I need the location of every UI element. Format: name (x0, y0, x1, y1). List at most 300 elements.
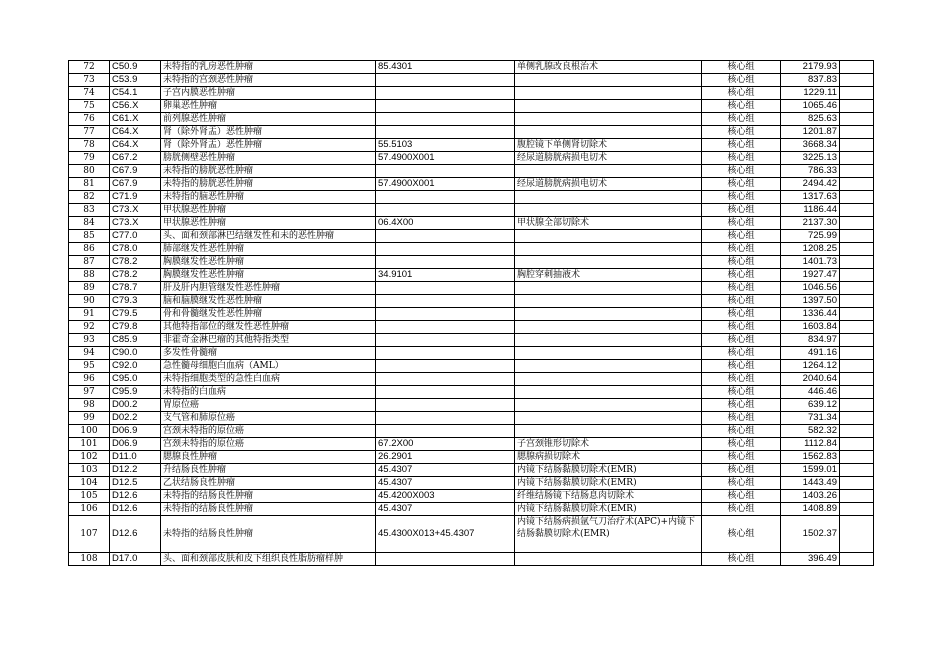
diagnosis-name: 骨和骨髓继发性恶性肿瘤 (161, 308, 376, 321)
group-label: 核心组 (702, 451, 781, 464)
procedure-name (515, 230, 702, 243)
table-row (69, 61, 874, 74)
diagnosis-code: D12.6 (110, 503, 161, 516)
diagnosis-code: C54.1 (110, 87, 161, 100)
group-label: 核心组 (702, 269, 781, 282)
empty-cell (840, 553, 874, 566)
procedure-name (515, 100, 702, 113)
row-number: 82 (69, 191, 110, 204)
row-number: 73 (69, 74, 110, 87)
row-number: 101 (69, 438, 110, 451)
diagnosis-name: 胃原位癌 (161, 399, 376, 412)
table-row (69, 139, 874, 152)
empty-cell (840, 178, 874, 191)
procedure-code (376, 282, 515, 295)
diagnosis-name: 支气管和肺原位癌 (161, 412, 376, 425)
score-value: 2040.64 (781, 373, 840, 386)
row-number: 102 (69, 451, 110, 464)
procedure-name: 腹腔镜下单侧肾切除术 (515, 139, 702, 152)
table-row (69, 204, 874, 217)
diagnosis-code: D12.6 (110, 490, 161, 503)
procedure-name (515, 113, 702, 126)
diagnosis-name: 未特指的膀胱恶性肿瘤 (161, 165, 376, 178)
diagnosis-name: 子宫内膜恶性肿瘤 (161, 87, 376, 100)
row-number: 84 (69, 217, 110, 230)
procedure-code: 57.4900X001 (376, 178, 515, 191)
group-label: 核心组 (702, 126, 781, 139)
score-value: 582.32 (781, 425, 840, 438)
empty-cell (840, 334, 874, 347)
score-value: 1408.89 (781, 503, 840, 516)
row-number: 90 (69, 295, 110, 308)
procedure-code (376, 126, 515, 139)
procedure-code: 85.4301 (376, 61, 515, 74)
procedure-name: 子宫颈锥形切除术 (515, 438, 702, 451)
procedure-code (376, 204, 515, 217)
procedure-name (515, 191, 702, 204)
table-row (69, 74, 874, 87)
table-row (69, 295, 874, 308)
procedure-name: 内镜下结肠黏膜切除术(EMR) (515, 464, 702, 477)
diagnosis-code: C64.X (110, 139, 161, 152)
diagnosis-name: 甲状腺恶性肿瘤 (161, 217, 376, 230)
procedure-code (376, 308, 515, 321)
diagnosis-code: D06.9 (110, 438, 161, 451)
score-value: 1201.87 (781, 126, 840, 139)
group-label: 核心组 (702, 74, 781, 87)
diagnosis-name: 未特指的宫颈恶性肿瘤 (161, 74, 376, 87)
diagnosis-name: 未特指的乳房恶性肿瘤 (161, 61, 376, 74)
group-label: 核心组 (702, 204, 781, 217)
score-value: 837.83 (781, 74, 840, 87)
table-row (69, 373, 874, 386)
group-label: 核心组 (702, 516, 781, 553)
diagnosis-name: 未特指的膀胱恶性肿瘤 (161, 178, 376, 191)
score-value: 1186.44 (781, 204, 840, 217)
diagnosis-name: 前列腺恶性肿瘤 (161, 113, 376, 126)
procedure-code (376, 386, 515, 399)
diagnosis-code: D02.2 (110, 412, 161, 425)
diagnosis-name: 卵巢恶性肿瘤 (161, 100, 376, 113)
score-value: 834.97 (781, 334, 840, 347)
diagnosis-code: C79.5 (110, 308, 161, 321)
group-label: 核心组 (702, 100, 781, 113)
empty-cell (840, 295, 874, 308)
diagnosis-name: 胸膜继发性恶性肿瘤 (161, 269, 376, 282)
row-number: 78 (69, 139, 110, 152)
group-label: 核心组 (702, 295, 781, 308)
table-row (69, 412, 874, 425)
diagnosis-code: C77.0 (110, 230, 161, 243)
group-label: 核心组 (702, 139, 781, 152)
table-row (69, 152, 874, 165)
score-value: 1264.12 (781, 360, 840, 373)
row-number: 95 (69, 360, 110, 373)
row-number: 83 (69, 204, 110, 217)
group-label: 核心组 (702, 113, 781, 126)
empty-cell (840, 282, 874, 295)
table-body (69, 61, 874, 566)
diagnosis-name: 非霍奇金淋巴瘤的其他特指类型 (161, 334, 376, 347)
diagnosis-code: C50.9 (110, 61, 161, 74)
score-value: 396.49 (781, 553, 840, 566)
table-row (69, 464, 874, 477)
diagnosis-code: D06.9 (110, 425, 161, 438)
procedure-name: 经尿道膀胱病损电切术 (515, 178, 702, 191)
procedure-code (376, 256, 515, 269)
procedure-code: 45.4307 (376, 464, 515, 477)
empty-cell (840, 464, 874, 477)
score-value: 491.16 (781, 347, 840, 360)
table-row (69, 217, 874, 230)
diagnosis-name: 肺部继发性恶性肿瘤 (161, 243, 376, 256)
empty-cell (840, 191, 874, 204)
procedure-name (515, 386, 702, 399)
group-label: 核心组 (702, 464, 781, 477)
table-row (69, 113, 874, 126)
diagnosis-name: 膀胱侧壁恶性肿瘤 (161, 152, 376, 165)
row-number: 99 (69, 412, 110, 425)
diagnosis-code: C78.2 (110, 256, 161, 269)
diagnosis-code: C73.X (110, 217, 161, 230)
empty-cell (840, 360, 874, 373)
empty-cell (840, 243, 874, 256)
diagnosis-name: 甲状腺恶性肿瘤 (161, 204, 376, 217)
table-row (69, 282, 874, 295)
row-number: 98 (69, 399, 110, 412)
row-number: 77 (69, 126, 110, 139)
diagnosis-code: C85.9 (110, 334, 161, 347)
row-number: 85 (69, 230, 110, 243)
group-label: 核心组 (702, 243, 781, 256)
group-label: 核心组 (702, 347, 781, 360)
score-value: 825.63 (781, 113, 840, 126)
table-row (69, 360, 874, 373)
procedure-name (515, 87, 702, 100)
score-value: 2179.93 (781, 61, 840, 74)
table-row (69, 451, 874, 464)
table-row (69, 126, 874, 139)
diagnosis-name: 其他特指部位的继发性恶性肿瘤 (161, 321, 376, 334)
diagnosis-code: D12.5 (110, 477, 161, 490)
procedure-name (515, 347, 702, 360)
group-label: 核心组 (702, 360, 781, 373)
diagnosis-code: C92.0 (110, 360, 161, 373)
score-value: 1502.37 (781, 516, 840, 553)
row-number: 105 (69, 490, 110, 503)
diagnosis-name: 升结肠良性肿瘤 (161, 464, 376, 477)
procedure-code: 45.4307 (376, 503, 515, 516)
diagnosis-name: 未特指的结肠良性肿瘤 (161, 490, 376, 503)
group-label: 核心组 (702, 503, 781, 516)
procedure-code (376, 399, 515, 412)
procedure-code: 06.4X00 (376, 217, 515, 230)
procedure-code (376, 113, 515, 126)
procedure-name (515, 334, 702, 347)
procedure-code: 67.2X00 (376, 438, 515, 451)
procedure-code (376, 165, 515, 178)
empty-cell (840, 412, 874, 425)
row-number: 91 (69, 308, 110, 321)
table-row (69, 438, 874, 451)
diagnosis-name: 宫颈未特指的原位癌 (161, 425, 376, 438)
empty-cell (840, 386, 874, 399)
procedure-code (376, 425, 515, 438)
empty-cell (840, 438, 874, 451)
group-label: 核心组 (702, 425, 781, 438)
empty-cell (840, 139, 874, 152)
procedure-name (515, 553, 702, 566)
group-label: 核心组 (702, 178, 781, 191)
diagnosis-code: C79.8 (110, 321, 161, 334)
score-value: 731.34 (781, 412, 840, 425)
table-row (69, 230, 874, 243)
procedure-code (376, 243, 515, 256)
group-label: 核心组 (702, 61, 781, 74)
row-number: 87 (69, 256, 110, 269)
group-label: 核心组 (702, 412, 781, 425)
row-number: 86 (69, 243, 110, 256)
diagnosis-code: C79.3 (110, 295, 161, 308)
score-value: 1229.11 (781, 87, 840, 100)
diagnosis-name: 头、面和颈部皮肤和皮下组织良性脂肪瘤样肿 (161, 553, 376, 566)
group-label: 核心组 (702, 490, 781, 503)
diagnosis-code: C61.X (110, 113, 161, 126)
table-row (69, 490, 874, 503)
diagnosis-code: C71.9 (110, 191, 161, 204)
table-row (69, 256, 874, 269)
procedure-name (515, 165, 702, 178)
score-value: 1208.25 (781, 243, 840, 256)
empty-cell (840, 113, 874, 126)
table-row (69, 503, 874, 516)
score-value: 2494.42 (781, 178, 840, 191)
row-number: 92 (69, 321, 110, 334)
diagnosis-name: 肾（除外肾盂）恶性肿瘤 (161, 126, 376, 139)
empty-cell (840, 503, 874, 516)
diagnosis-code: D12.6 (110, 516, 161, 553)
score-value: 639.12 (781, 399, 840, 412)
group-label: 核心组 (702, 438, 781, 451)
table-row (69, 553, 874, 566)
row-number: 76 (69, 113, 110, 126)
table-row (69, 425, 874, 438)
group-label: 核心组 (702, 282, 781, 295)
diagnosis-code: C56.X (110, 100, 161, 113)
group-label: 核心组 (702, 152, 781, 165)
score-value: 3225.13 (781, 152, 840, 165)
group-label: 核心组 (702, 399, 781, 412)
table-row (69, 399, 874, 412)
procedure-name (515, 74, 702, 87)
empty-cell (840, 126, 874, 139)
score-value: 1336.44 (781, 308, 840, 321)
procedure-code (376, 230, 515, 243)
procedure-code (376, 321, 515, 334)
diagnosis-name: 脑和脑膜继发性恶性肿瘤 (161, 295, 376, 308)
procedure-name (515, 295, 702, 308)
group-label: 核心组 (702, 553, 781, 566)
procedure-name (515, 243, 702, 256)
procedure-code (376, 74, 515, 87)
row-number: 103 (69, 464, 110, 477)
procedure-name: 内镜下结肠黏膜切除术(EMR) (515, 503, 702, 516)
empty-cell (840, 165, 874, 178)
empty-cell (840, 256, 874, 269)
procedure-code (376, 191, 515, 204)
table-row (69, 87, 874, 100)
row-number: 79 (69, 152, 110, 165)
diagnosis-name: 头、面和颈部淋巴结继发性和未的恶性肿瘤 (161, 230, 376, 243)
diagnosis-code: D00.2 (110, 399, 161, 412)
row-number: 104 (69, 477, 110, 490)
procedure-code (376, 334, 515, 347)
score-value: 1599.01 (781, 464, 840, 477)
procedure-code: 34.9101 (376, 269, 515, 282)
row-number: 75 (69, 100, 110, 113)
row-number: 94 (69, 347, 110, 360)
row-number: 72 (69, 61, 110, 74)
empty-cell (840, 451, 874, 464)
procedure-name (515, 399, 702, 412)
row-number: 96 (69, 373, 110, 386)
procedure-name (515, 204, 702, 217)
procedure-name: 内镜下结肠黏膜切除术(EMR) (515, 477, 702, 490)
score-value: 1401.73 (781, 256, 840, 269)
row-number: 89 (69, 282, 110, 295)
empty-cell (840, 477, 874, 490)
procedure-name (515, 373, 702, 386)
procedure-name (515, 308, 702, 321)
score-value: 1065.46 (781, 100, 840, 113)
diagnosis-code: C78.2 (110, 269, 161, 282)
empty-cell (840, 204, 874, 217)
diagnosis-code: C73.X (110, 204, 161, 217)
procedure-name (515, 282, 702, 295)
procedure-name (515, 126, 702, 139)
row-number: 107 (69, 516, 110, 553)
diagnosis-code: C67.9 (110, 165, 161, 178)
table-row (69, 347, 874, 360)
procedure-code: 57.4900X001 (376, 152, 515, 165)
table-row (69, 334, 874, 347)
empty-cell (840, 74, 874, 87)
procedure-name (515, 425, 702, 438)
procedure-code: 26.2901 (376, 451, 515, 464)
procedure-name (515, 412, 702, 425)
diagnosis-code: C78.7 (110, 282, 161, 295)
table-row (69, 165, 874, 178)
row-number: 80 (69, 165, 110, 178)
diagnosis-code: C64.X (110, 126, 161, 139)
diagnosis-code: C53.9 (110, 74, 161, 87)
row-number: 93 (69, 334, 110, 347)
empty-cell (840, 152, 874, 165)
procedure-code: 55.5103 (376, 139, 515, 152)
procedure-code (376, 295, 515, 308)
score-value: 1112.84 (781, 438, 840, 451)
empty-cell (840, 308, 874, 321)
row-number: 108 (69, 553, 110, 566)
empty-cell (840, 373, 874, 386)
table-row (69, 178, 874, 191)
procedure-name: 经尿道膀胱病损电切术 (515, 152, 702, 165)
row-number: 106 (69, 503, 110, 516)
procedure-code: 45.4200X003 (376, 490, 515, 503)
score-value: 1603.84 (781, 321, 840, 334)
group-label: 核心组 (702, 191, 781, 204)
score-value: 1443.49 (781, 477, 840, 490)
diagnosis-name: 未特指的结肠良性肿瘤 (161, 503, 376, 516)
procedure-name (515, 321, 702, 334)
empty-cell (840, 87, 874, 100)
diagnosis-code: C67.9 (110, 178, 161, 191)
score-value: 446.46 (781, 386, 840, 399)
procedure-code: 45.4307 (376, 477, 515, 490)
score-value: 1046.56 (781, 282, 840, 295)
row-number: 97 (69, 386, 110, 399)
empty-cell (840, 425, 874, 438)
row-number: 81 (69, 178, 110, 191)
empty-cell (840, 269, 874, 282)
score-value: 1927.47 (781, 269, 840, 282)
diagnosis-name: 急性髓母细胞白血病（AML） (161, 360, 376, 373)
procedure-code (376, 360, 515, 373)
empty-cell (840, 230, 874, 243)
procedure-name (515, 360, 702, 373)
empty-cell (840, 490, 874, 503)
score-value: 725.99 (781, 230, 840, 243)
diagnosis-code: D11.0 (110, 451, 161, 464)
table-row (69, 477, 874, 490)
score-value: 2137.30 (781, 217, 840, 230)
score-value: 786.33 (781, 165, 840, 178)
procedure-name: 纤维结肠镜下结肠息肉切除术 (515, 490, 702, 503)
group-label: 核心组 (702, 373, 781, 386)
row-number: 88 (69, 269, 110, 282)
diagnosis-name: 未特指的白血病 (161, 386, 376, 399)
table-row (69, 321, 874, 334)
empty-cell (840, 347, 874, 360)
empty-cell (840, 399, 874, 412)
score-value: 3668.34 (781, 139, 840, 152)
diagnosis-code: C95.9 (110, 386, 161, 399)
group-label: 核心组 (702, 87, 781, 100)
diagnosis-code: C67.2 (110, 152, 161, 165)
diagnosis-code: C90.0 (110, 347, 161, 360)
score-value: 1317.63 (781, 191, 840, 204)
empty-cell (840, 321, 874, 334)
empty-cell (840, 100, 874, 113)
score-value: 1397.50 (781, 295, 840, 308)
diagnosis-name: 未特指的脑恶性肿瘤 (161, 191, 376, 204)
diagnosis-name: 多发性骨髓瘤 (161, 347, 376, 360)
diagnosis-code: C95.0 (110, 373, 161, 386)
group-label: 核心组 (702, 386, 781, 399)
diagnosis-name: 未特指细胞类型的急性白血病 (161, 373, 376, 386)
diagnosis-name: 肝及肝内胆管继发性恶性肿瘤 (161, 282, 376, 295)
table-row (69, 269, 874, 282)
procedure-name: 腮腺病损切除术 (515, 451, 702, 464)
diagnosis-name: 腮腺良性肿瘤 (161, 451, 376, 464)
empty-cell (840, 516, 874, 553)
procedure-name (515, 256, 702, 269)
diagnosis-name: 胸膜继发性恶性肿瘤 (161, 256, 376, 269)
table-row (69, 191, 874, 204)
diagnosis-code: C78.0 (110, 243, 161, 256)
procedure-name: 内镜下结肠病损氩气刀治疗术(APC)+内镜下结肠黏膜切除术(EMR) (515, 516, 702, 553)
procedure-code (376, 412, 515, 425)
